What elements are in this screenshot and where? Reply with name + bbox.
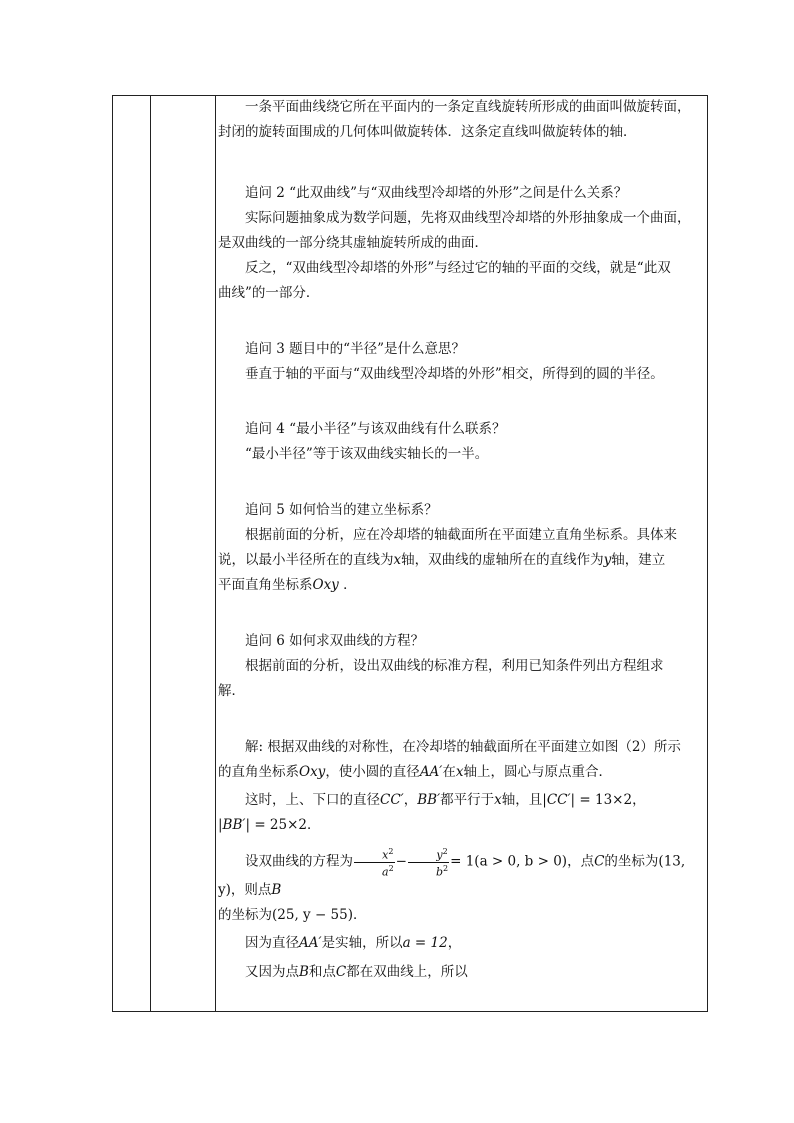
paragraph: 解． [218, 683, 245, 699]
paragraph: 平面直角坐标系Oxy ． [218, 577, 357, 593]
paragraph: 封闭的旋转面围成的几何体叫做旋转体．这条定直线叫做旋转体的轴． [218, 124, 637, 140]
column-divider-1 [150, 96, 151, 1011]
solution-line: 的坐标为(25, y − 55)． [218, 907, 367, 924]
paragraph: 是双曲线的一部分绕其虚轴旋转所成的曲面． [218, 235, 488, 251]
paragraph: 一条平面曲线绕它所在平面内的一条定直线旋转所形成的曲面叫做旋转面， [245, 99, 691, 115]
paragraph: “最小半径”等于该双曲线实轴长的一半。 [245, 446, 489, 462]
question-5: 追问 5 如何恰当的建立坐标系？ [245, 502, 438, 518]
solution-line: 这时，上、下口的直径CC′，BB′都平行于x轴，且|CC′| = 13×2， [245, 792, 646, 808]
solution-line: 因为直径AA′是实轴，所以a = 12， [245, 935, 462, 952]
question-2: 追问 2 “此双曲线”与“双曲线型冷却塔的外形”之间是什么关系？ [245, 185, 628, 201]
question-3: 追问 3 题目中的“半径”是什么意思？ [245, 341, 465, 357]
paragraph: 根据前面的分析，设出双曲线的标准方程，利用已知条件列出方程组求 [245, 658, 664, 674]
paragraph: 曲线”的一部分． [218, 285, 320, 301]
paragraph: 反之，“双曲线型冷却塔的外形”与经过它的轴的平面的交线，就是“此双 [245, 260, 671, 276]
solution-line: 又因为点B和点C都在双曲线上，所以 [245, 964, 468, 981]
column-divider-2 [215, 96, 216, 1011]
question-4: 追问 4 “最小半径”与该双曲线有什么联系？ [245, 421, 506, 437]
solution-line: 设双曲线的方程为 $\frac{x^2}{a^2}$ − $\frac{y^2}{b^2}$ = 1(a > 0, b > 0)，点C的坐标为(13, y)，则点B [218, 847, 686, 899]
lesson-content-cell [218, 95, 702, 985]
fraction-y: $\frac{y^2}{b^2}$ [408, 846, 449, 878]
solution-line: |BB′| = 25×2． [218, 817, 321, 833]
question-6: 追问 6 如何求双曲线的方程？ [245, 633, 425, 649]
paragraph: 根据前面的分析，应在冷却塔的轴截面所在平面建立直角坐标系。具体来 [245, 527, 677, 543]
solution-line: 解: 根据双曲线的对称性，在冷却塔的轴截面所在平面建立如图（2）所示 [245, 739, 681, 755]
paragraph: 说，以最小半径所在的直线为x轴，双曲线的虚轴所在的直线作为y轴，建立 [218, 552, 666, 568]
paragraph: 垂直于轴的平面与“双曲线型冷却塔的外形”相交，所得到的圆的半径。 [245, 366, 664, 382]
fraction-x: $\frac{x^2}{a^2}$ [354, 846, 395, 878]
solution-line: 的直角坐标系Oxy，使小圆的直径AA′在x轴上，圆心与原点重合． [218, 764, 613, 780]
paragraph: 实际问题抽象成为数学问题，先将双曲线型冷却塔的外形抽象成一个曲面， [245, 210, 691, 226]
